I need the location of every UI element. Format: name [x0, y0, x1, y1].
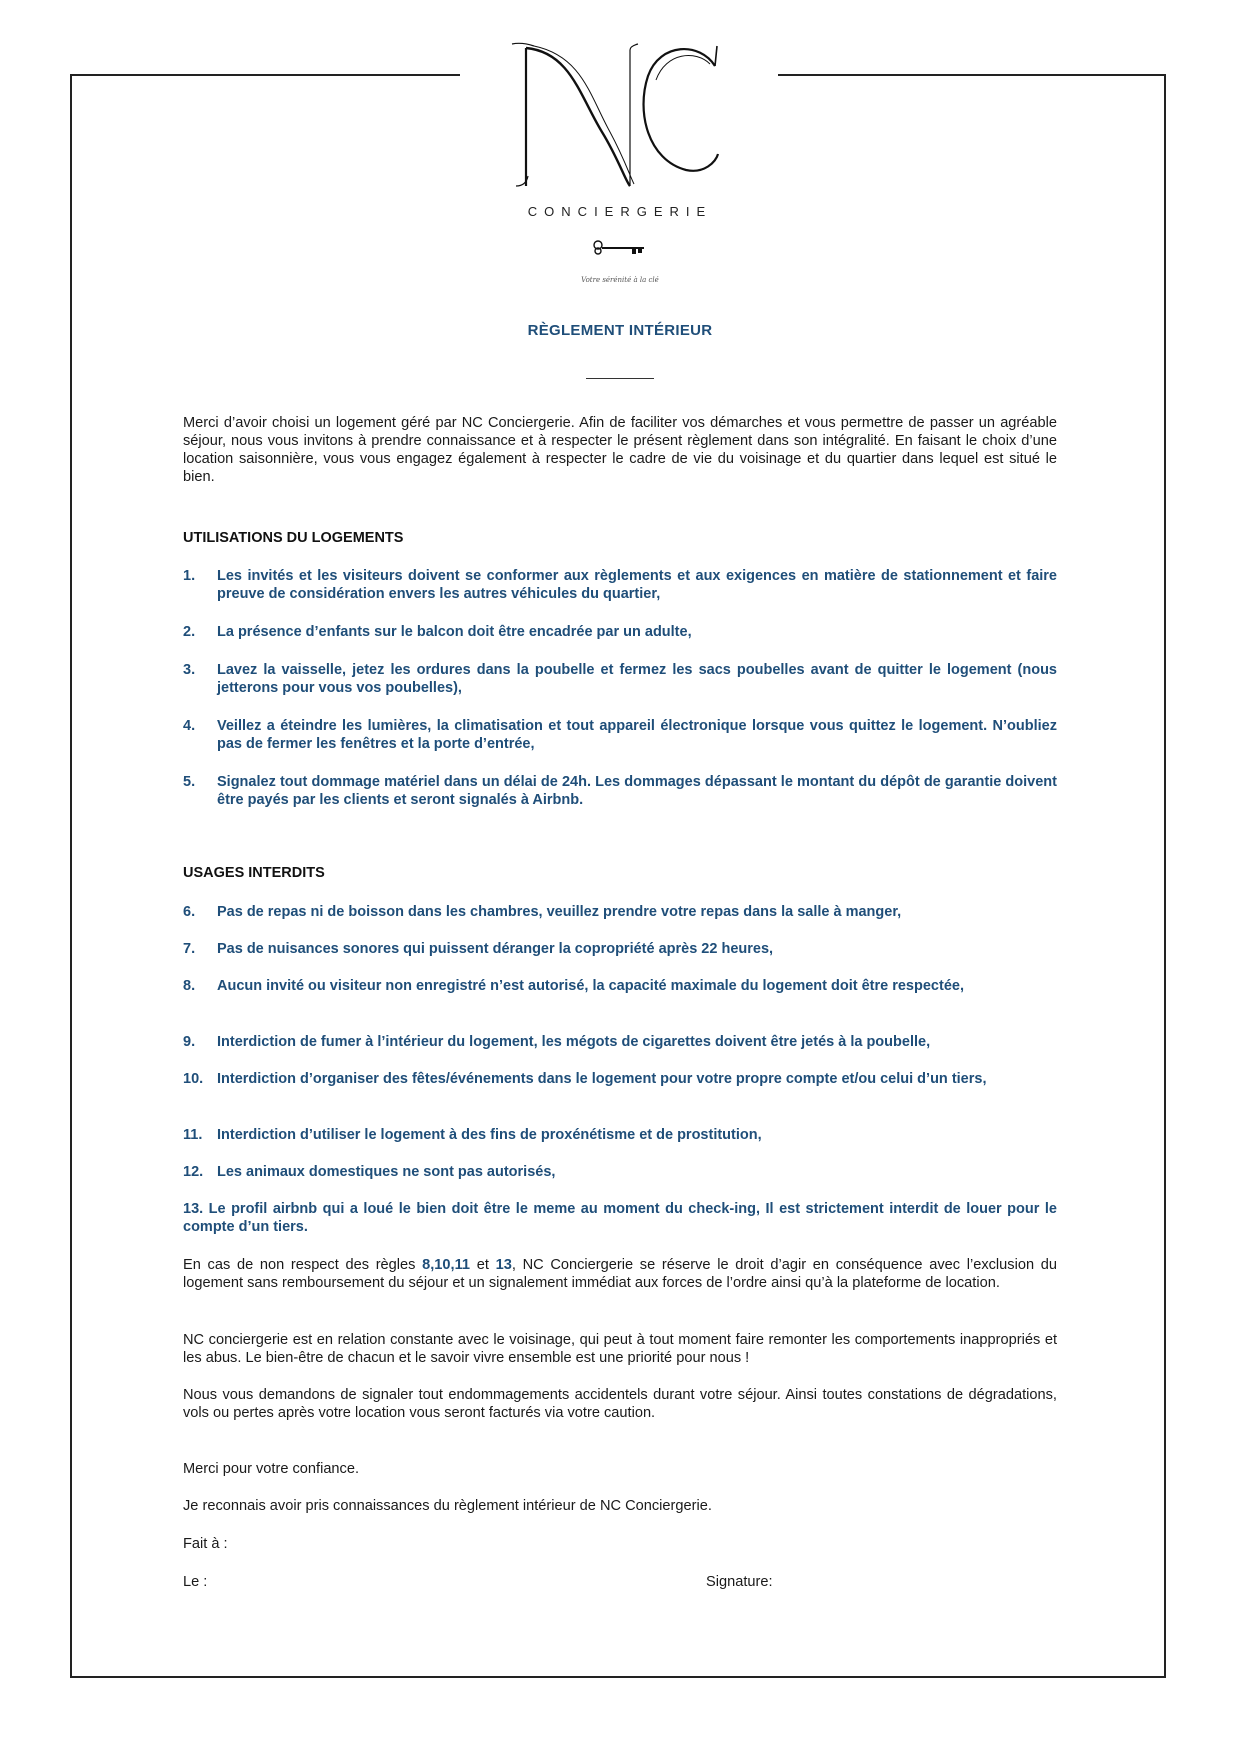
- title-divider: [586, 378, 654, 379]
- thanks-text: Merci pour votre confiance.: [183, 1461, 360, 1477]
- rule-item: 9. Interdiction de fumer à l’intérieur du logement, les mégots de cigarettes doivent être jetés à la poubelle,: [183, 1034, 931, 1050]
- rule-item: 4. Veillez a éteindre les lumières, la climatisation et tout appareil électronique lorsque vous quittez le logement. N’oubliez pas de fermer les fenêtres et la porte d’entrée,: [183, 718, 1057, 752]
- brand-name: CONCIERGERIE: [527, 204, 713, 219]
- rule-item: 3. Lavez la vaisselle, jetez les ordures dans la poubelle et fermez les sacs poubelles avant de quitter le logement (nous jetterons pour vous vos poubelles),: [183, 662, 1057, 696]
- damages-paragraph: Nous vous demandons de signaler tout endommagements accidentels durant votre séjour. Ainsi toutes constations de dégradations, vols ou pertes après votre location vous seront facturés via votre caution.: [183, 1387, 1057, 1421]
- rule-item-13: 13. Le profil airbnb qui a loué le bien doit être le meme au moment du check-ing, Il est strictement interdit de louer pour le compte d’un tiers.: [183, 1201, 1057, 1235]
- signature-field: Signature:: [706, 1574, 773, 1590]
- fait-a-field: Fait à :: [183, 1536, 228, 1552]
- rule-item: 6. Pas de repas ni de boisson dans les chambres, veuillez prendre votre repas dans la salle à manger,: [183, 904, 902, 920]
- neighborhood-paragraph: NC conciergerie est en relation constante avec le voisinage, qui peut à tout moment faire remonter les comportements inappropriés et les abus. Le bien-être de chacun et le savoir vivre ensemble est une priorité pour nous !: [183, 1332, 1057, 1366]
- consequences-paragraph: En cas de non respect des règles 8,10,11 et 13, NC Conciergerie se réserve le droit d’agir en conséquence avec l’exclusion du logement sans remboursement du séjour et un signalement immédiat aux forces de l’ordre ainsi qu’à la plateforme de location.: [183, 1257, 1057, 1291]
- page-title: RÈGLEMENT INTÉRIEUR: [527, 322, 713, 339]
- rule-item: 7. Pas de nuisances sonores qui puissent déranger la copropriété après 22 heures,: [183, 941, 774, 957]
- section-heading-usages-interdits: USAGES INTERDITS: [183, 865, 325, 881]
- section-heading-utilisations: UTILISATIONS DU LOGEMENTS: [183, 530, 404, 546]
- date-field: Le :: [183, 1574, 208, 1590]
- rule-item: 2. La présence d’enfants sur le balcon doit être encadrée par un adulte,: [183, 624, 692, 640]
- intro-paragraph: Merci d’avoir choisi un logement géré par NC Conciergerie. Afin de faciliter vos démarches et vous permettre de passer un agréable séjour, nous vous invitons à prendre connaissance et à respecter le présent règlement dans son intégralité. En faisant le choix d’une location saisonnière, vous vous engagez également à respecter le cadre de vie du voisinage et du quartier dans lequel est situé le bien.: [183, 415, 1057, 485]
- acknowledgement-text: Je reconnais avoir pris connaissances du règlement intérieur de NC Conciergerie.: [183, 1498, 712, 1514]
- rule-item: 1. Les invités et les visiteurs doivent se conformer aux règlements et aux exigences en matière de stationnement et faire preuve de considération envers les autres véhicules du quartier,: [183, 568, 1057, 602]
- nc-logo: [510, 36, 730, 192]
- key-icon: [592, 237, 648, 257]
- tagline: Votre sérénité à la clé: [581, 276, 659, 284]
- rule-item: 5. Signalez tout dommage matériel dans un délai de 24h. Les dommages dépassant le montant du dépôt de garantie doivent être payés par les clients et seront signalés à Airbnb.: [183, 774, 1057, 808]
- rule-item: 11. Interdiction d’utiliser le logement à des fins de proxénétisme et de prostitution,: [183, 1127, 762, 1143]
- rule-item: 8. Aucun invité ou visiteur non enregistré n’est autorisé, la capacité maximale du logement doit être respectée,: [183, 978, 964, 994]
- rule-item: 12. Les animaux domestiques ne sont pas autorisés,: [183, 1164, 556, 1180]
- rule-item: 10. Interdiction d’organiser des fêtes/événements dans le logement pour votre propre compte et/ou celui d’un tiers,: [183, 1071, 987, 1087]
